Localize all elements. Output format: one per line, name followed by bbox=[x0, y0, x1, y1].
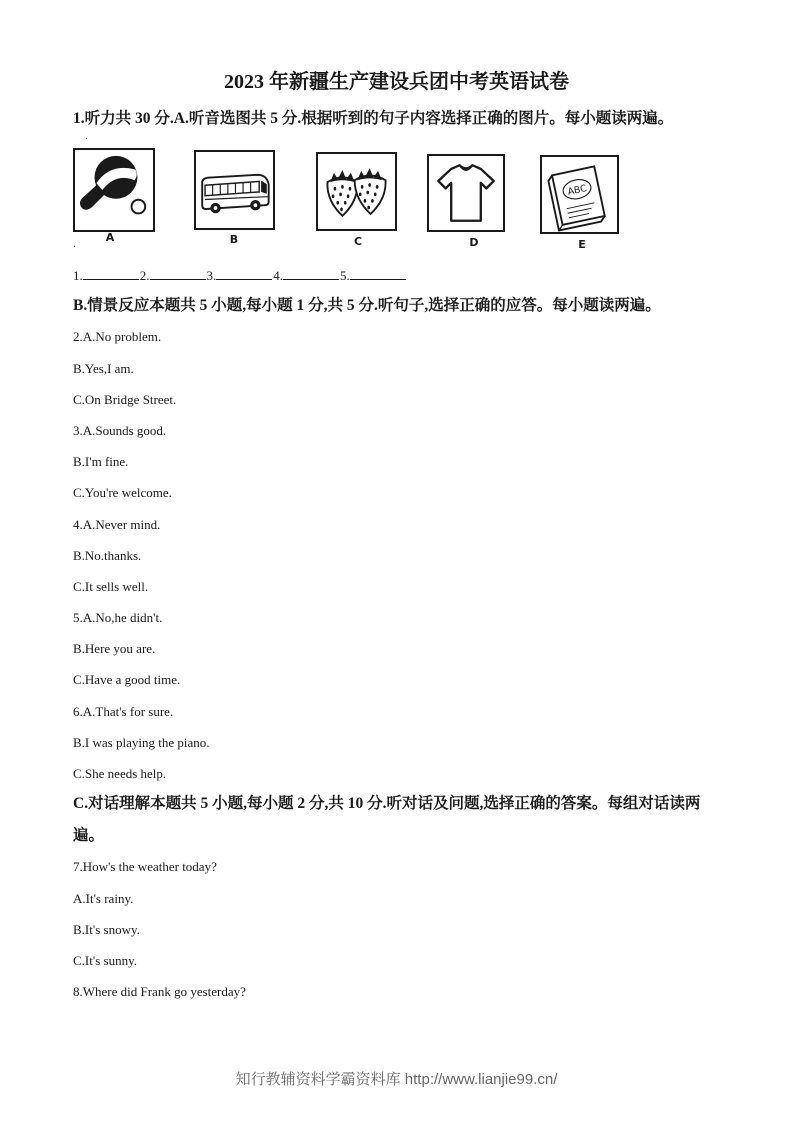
blank-number: 3. bbox=[206, 268, 217, 283]
picture-b bbox=[194, 150, 275, 230]
ball bbox=[132, 200, 146, 214]
book bbox=[547, 166, 605, 230]
strawberry-icon bbox=[318, 154, 395, 229]
option-c: C.Have a good time. bbox=[73, 672, 181, 688]
question-line bbox=[73, 509, 723, 540]
question-text: How's the weather today? bbox=[82, 859, 217, 875]
question-line bbox=[73, 602, 723, 633]
blank-number: 2. bbox=[139, 268, 150, 283]
picture-a bbox=[73, 148, 155, 232]
answer-blank bbox=[283, 267, 339, 280]
blank-number: 4. bbox=[273, 268, 283, 283]
section-c-questions bbox=[73, 851, 723, 1007]
option-c: C.It sells well. bbox=[73, 578, 149, 594]
question-line bbox=[73, 696, 723, 727]
option-b: B.Yes,I am. bbox=[73, 360, 134, 376]
answer-blank bbox=[150, 267, 206, 280]
book-cover-text: ABC bbox=[566, 183, 588, 198]
section-a-heading: 1.听力共 30 分.A.听音选图共 5 分.根据听到的句子内容选择正确的图片。每小题读两遍。 bbox=[73, 110, 674, 127]
answer-blanks bbox=[73, 266, 407, 286]
option-c: C.On Bridge Street. bbox=[73, 391, 177, 407]
option-a: A.No,he didn't. bbox=[82, 610, 163, 626]
option-a: A.That's for sure. bbox=[82, 703, 174, 719]
option-b: B.I was playing the piano. bbox=[73, 734, 210, 750]
option-b: B.It's snowy. bbox=[73, 921, 140, 937]
shirt-body bbox=[438, 165, 494, 221]
blank-number: 1. bbox=[73, 268, 83, 283]
option-a: A.Sounds good. bbox=[82, 422, 167, 438]
picture-e bbox=[540, 155, 619, 234]
question-line bbox=[73, 415, 723, 446]
question-number: 3. bbox=[73, 422, 83, 438]
book-icon bbox=[542, 157, 617, 232]
section-b-heading: B.情景反应本题共 5 小题,每小题 1 分,共 5 分.听句子,选择正确的应答。每小题读两遍。 bbox=[73, 297, 661, 314]
option-c: C.She needs help. bbox=[73, 766, 167, 782]
section-c-heading: C.对话理解本题共 5 小题,每小题 2 分,共 10 分.听对话及问题,选择正确的答案。每组对话读两遍。 bbox=[73, 795, 701, 844]
page-title: 2023 年新疆生产建设兵团中考英语试卷 bbox=[224, 71, 569, 93]
answer-blank bbox=[350, 267, 406, 280]
stray-mark: . bbox=[85, 128, 88, 142]
watermark-footer: 知行教辅资料学霸资料库 http://www.lianjie99.cn/ bbox=[235, 1071, 558, 1088]
question-number: 7. bbox=[73, 859, 83, 875]
question-number: 8. bbox=[73, 984, 83, 1000]
question-number: 5. bbox=[73, 610, 83, 626]
picture-d bbox=[427, 154, 505, 232]
option-c: C.You're welcome. bbox=[73, 485, 172, 501]
question-line bbox=[73, 321, 723, 352]
picture-label-d: D bbox=[469, 236, 479, 249]
answer-blank bbox=[83, 267, 139, 280]
section-b-questions bbox=[73, 321, 723, 789]
t-shirt-icon bbox=[429, 156, 503, 230]
left-strawberry bbox=[327, 170, 357, 216]
picture-label-a: A bbox=[105, 231, 115, 244]
question-line bbox=[73, 851, 723, 882]
question-text: Where did Frank go yesterday? bbox=[82, 984, 246, 1000]
question-number: 6. bbox=[73, 703, 83, 719]
option-a: A.No problem. bbox=[82, 329, 162, 345]
option-a: A.Never mind. bbox=[82, 516, 161, 532]
right-strawberry bbox=[355, 168, 386, 214]
option-c: C.It's sunny. bbox=[73, 952, 137, 968]
ping-pong-icon bbox=[75, 150, 153, 230]
paddle bbox=[80, 156, 137, 210]
question-number: 4. bbox=[73, 516, 83, 532]
picture-label-c: C bbox=[353, 235, 363, 248]
picture-label-e: E bbox=[578, 238, 586, 251]
option-a: A.It's rainy. bbox=[73, 890, 134, 906]
blank-number: 5. bbox=[340, 268, 350, 283]
option-b: B.Here you are. bbox=[73, 641, 156, 657]
picture-c bbox=[316, 152, 397, 231]
question-number: 2. bbox=[73, 329, 83, 345]
picture-label-b: B bbox=[229, 233, 239, 246]
question-line bbox=[73, 976, 723, 1007]
stray-mark: . bbox=[73, 236, 76, 250]
bus-icon bbox=[196, 152, 273, 228]
answer-blank bbox=[216, 267, 272, 280]
option-b: B.No.thanks. bbox=[73, 547, 142, 563]
option-b: B.I'm fine. bbox=[73, 454, 129, 470]
